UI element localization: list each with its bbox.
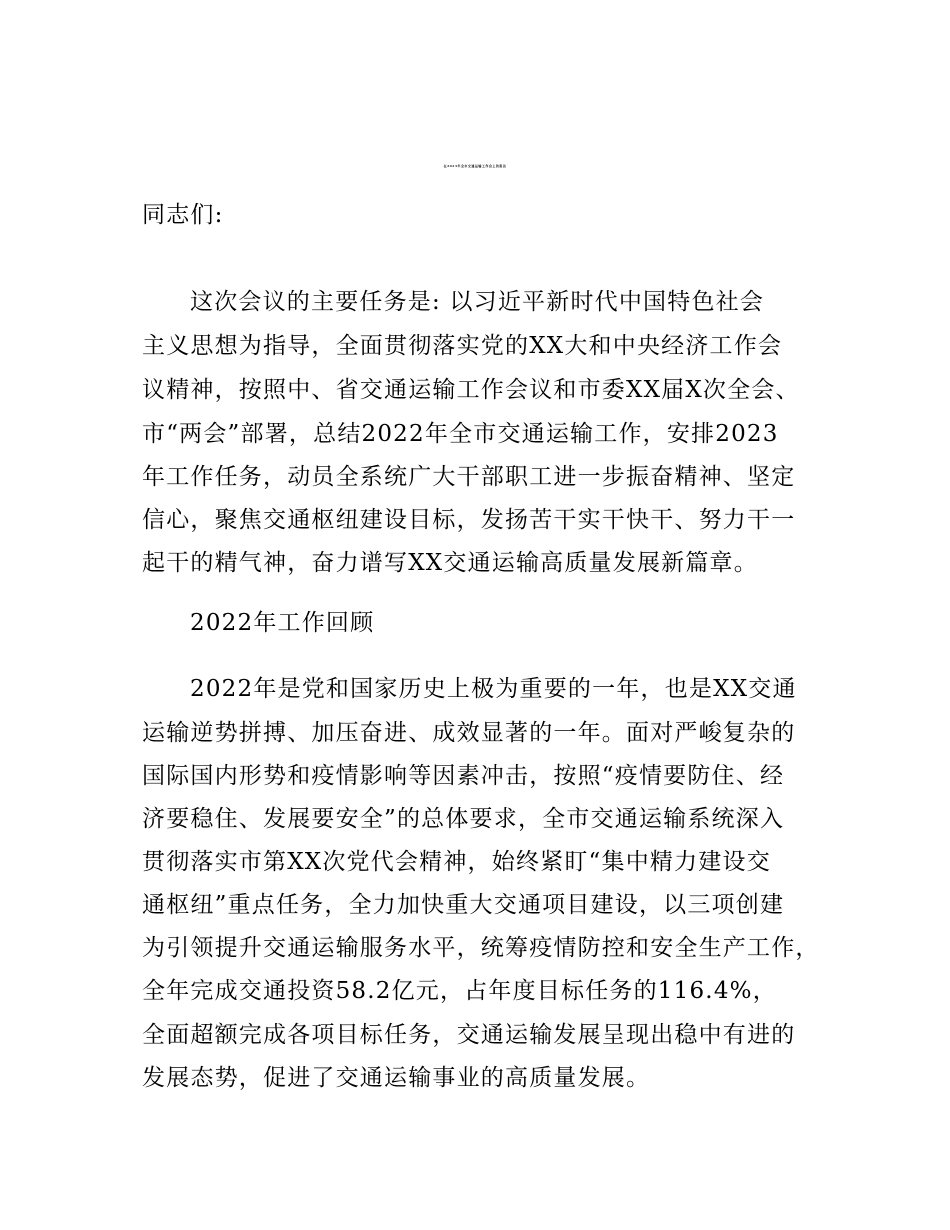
paragraph-line: 济要稳住、发展要安全”的总体要求，全市交通运输系统深入 <box>142 806 785 832</box>
paragraph-line: 发展态势，促进了交通运输事业的高质量发展。 <box>142 1065 651 1091</box>
paragraph-line: 年工作任务，动员全系统广大干部职工进一步振奋精神、坚定 <box>142 464 796 490</box>
paragraph-line: 贯彻落实市第XX次党代会精神，始终紧盯“集中精力建设交 <box>142 849 771 875</box>
paragraph-line: 2022年是党和国家历史上极为重要的一年，也是XX交通 <box>190 676 797 702</box>
salutation: 同志们: <box>142 202 224 228</box>
paragraph-line: 议精神，按照中、省交通运输工作会议和市委XX届X次全会、 <box>142 377 800 403</box>
paragraph-line: 运输逆势拼搏、加压奋进、成效显著的一年。面对严峻复杂的 <box>142 720 796 746</box>
paragraph-line: 主义思想为指导，全面贯彻落实党的XX大和中央经济工作会 <box>142 333 783 359</box>
paragraph-line: 起干的精气神，奋力谱写XX交通运输高质量发展新篇章。 <box>142 550 758 576</box>
paragraph-line: 全面超额完成各项目标任务，交通运输发展呈现出稳中有进的 <box>142 1022 796 1048</box>
paragraph-line: 全年完成交通投资58.2亿元，占年度目标任务的116.4%， <box>142 978 777 1004</box>
paragraph-line: 这次会议的主要任务是: 以习近平新时代中国特色社会 <box>190 289 765 315</box>
section-heading: 2022年工作回顾 <box>190 610 375 636</box>
paragraph-line: 通枢纽”重点任务，全力加快重大交通项目建设，以三项创建 <box>142 892 785 918</box>
paragraph-line: 市“两会”部署，总结2022年全市交通运输工作，安排2023 <box>142 421 779 447</box>
paragraph-line: 为引领提升交通运输服务水平，统筹疫情防控和安全生产工作， <box>142 935 820 961</box>
paragraph-line: 国际国内形势和疫情影响等因素冲击，按照“疫情要防住、经 <box>142 763 785 789</box>
document-title: 在2023年全市交通运输工作会上的报告 <box>443 164 507 168</box>
paragraph-line: 信心，聚焦交通枢纽建设目标，发扬苦干实干快干、努力干一 <box>142 507 796 533</box>
